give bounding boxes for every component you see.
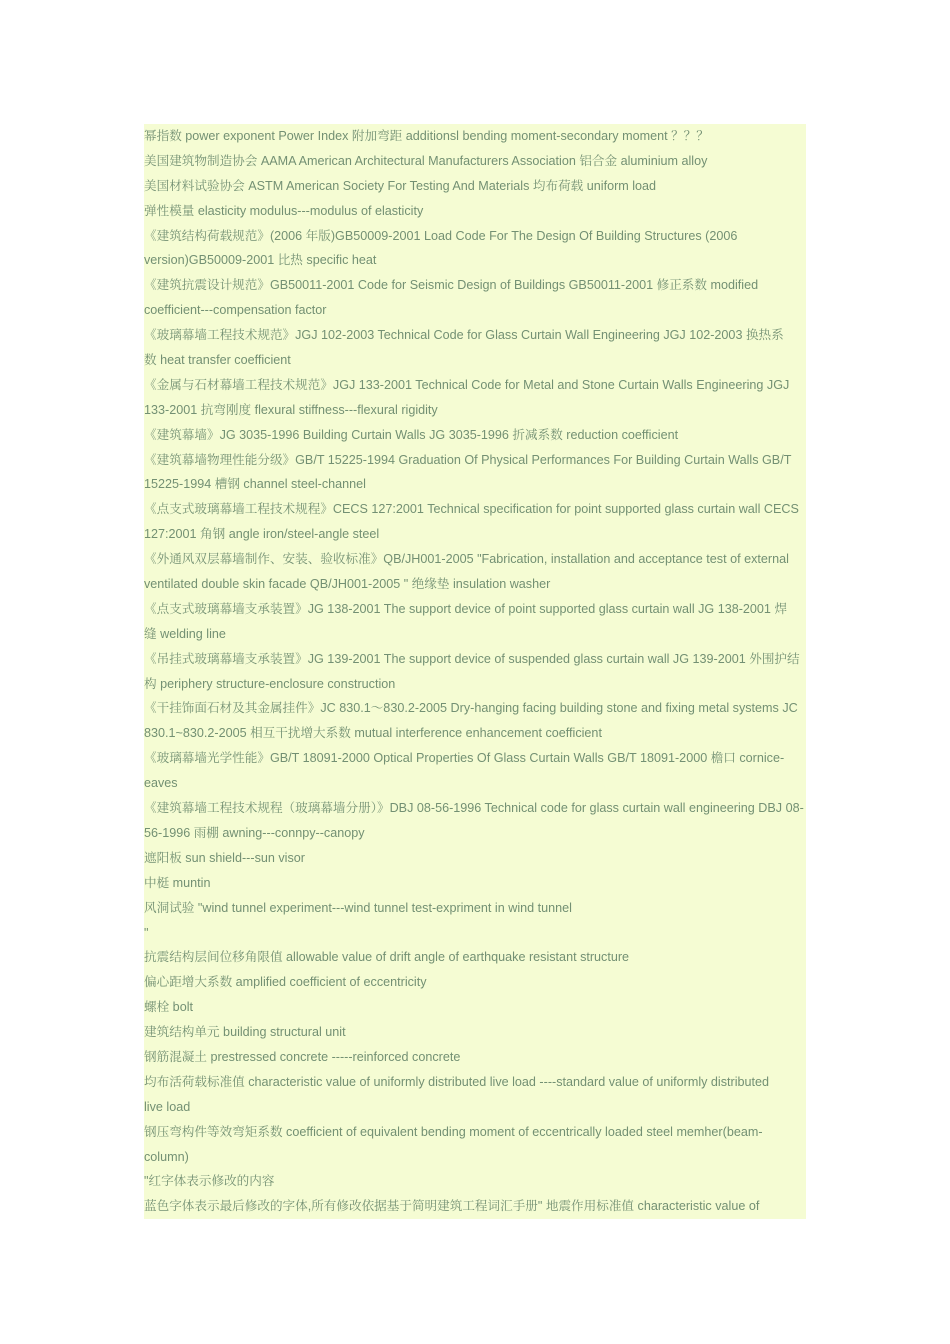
text-line: 缝 welding line <box>144 626 226 641</box>
text-line: 《干挂饰面石材及其金属挂件》JC 830.1～830.2-2005 Dry-hanging facing building stone and fixing metal systems JC <box>144 701 798 716</box>
text-line: 《建筑抗震设计规范》GB50011-2001 Code for Seismic Design of Buildings GB50011-2001 修正系数 modified <box>144 278 759 293</box>
text-line: 15225-1994 槽钢 channel steel-channel <box>144 477 366 492</box>
text-line: 56-1996 雨棚 awning---connpy--canopy <box>144 825 365 840</box>
text-line: version)GB50009-2001 比热 specific heat <box>144 253 377 268</box>
text-line: 《玻璃幕墙光学性能》GB/T 18091-2000 Optical Properties Of Glass Curtain Walls GB/T 18091-2000 檐口 cornice- <box>144 751 785 766</box>
text-line: coefficient---compensation factor <box>144 303 327 318</box>
text-line: 830.1~830.2-2005 相互干扰增大系数 mutual interference enhancement coefficient <box>144 726 602 741</box>
text-line: 《点支式玻璃幕墙工程技术规程》CECS 127:2001 Technical specification for point supported glass curtain wall CECS <box>144 502 799 517</box>
text-line: 钢压弯构件等效弯矩系数 coefficient of equivalent bending moment of eccentrically loaded steel memher(beam- <box>144 1124 763 1139</box>
text-line: ventilated double skin facade QB/JH001-2005 " 绝缘垫 insulation washer <box>144 577 551 592</box>
text-line: eaves <box>144 776 178 791</box>
text-line: "红字体表示修改的内容 <box>144 1174 275 1189</box>
text-line: 《建筑幕墙物理性能分级》GB/T 15225-1994 Graduation Of Physical Performances For Building Curtain Walls GB/T <box>144 452 792 467</box>
text-line: 美国建筑物制造协会 AAMA American Architectural Manufacturers Association 铝合金 aluminium alloy <box>144 153 708 168</box>
text-line: column) <box>144 1149 189 1164</box>
text-line: 遮阳板 sun shield---sun visor <box>144 850 305 865</box>
text-line: 抗震结构层间位移角限值 allowable value of drift angle of earthquake resistant structure <box>144 950 630 965</box>
text-line: 螺栓 bolt <box>144 1000 193 1015</box>
text-line: 《建筑结构荷载规范》(2006 年版)GB50009-2001 Load Code For The Design Of Building Structures (2006 <box>144 228 738 243</box>
text-line: live load <box>144 1099 191 1114</box>
text-line: 《吊挂式玻璃幕墙支承装置》JG 139-2001 The support device of suspended glass curtain wall JG 139-2001 外围护结 <box>144 651 800 666</box>
text-line: 美国材料试验协会 ASTM American Society For Testing And Materials 均布荷载 uniform load <box>144 178 657 193</box>
text-line: 《玻璃幕墙工程技术规范》JGJ 102-2003 Technical Code for Glass Curtain Wall Engineering JGJ 102-2003 换热系 <box>144 328 784 343</box>
text-line: 构 periphery structure-enclosure construction <box>144 676 396 691</box>
text-line: 均布活荷载标准值 characteristic value of uniformly distributed live load ----standard value of uniformly distributed <box>144 1074 770 1089</box>
text-line: 《金属与石材幕墙工程技术规范》JGJ 133-2001 Technical Code for Metal and Stone Curtain Walls Engineering JGJ <box>144 377 790 392</box>
text-line: " <box>144 925 149 940</box>
text-line: 蓝色字体表示最后修改的字体,所有修改依据基于简明建筑工程词汇手册" 地震作用标准值 characteristic value of <box>144 1199 760 1214</box>
text-line: 127:2001 角钢 angle iron/steel-angle steel <box>144 527 380 542</box>
text-line: 幂指数 power exponent Power Index 附加弯距 additionsl bending moment-secondary moment ？？？ <box>144 129 709 143</box>
text-line: 133-2001 抗弯刚度 flexural stiffness---flexural rigidity <box>144 402 438 417</box>
glossary-text-block <box>144 124 806 1219</box>
text-line: 建筑结构单元 building structural unit <box>144 1025 346 1040</box>
text-line: 《点支式玻璃幕墙支承装置》JG 138-2001 The support device of point supported glass curtain wall JG 138-2001 焊 <box>144 601 788 616</box>
text-line: 弹性模量 elasticity modulus---modulus of elasticity <box>144 203 424 218</box>
text-line: 《建筑幕墙》JG 3035-1996 Building Curtain Walls JG 3035-1996 折减系数 reduction coefficient <box>144 427 679 442</box>
text-line: 数 heat transfer coefficient <box>144 353 291 368</box>
text-line: 中梃 muntin <box>144 875 211 890</box>
text-line: 《建筑幕墙工程技术规程（玻璃幕墙分册）》DBJ 08-56-1996 Technical code for glass curtain wall engineering DBJ 08- <box>144 801 804 816</box>
text-line: 偏心距增大系数 amplified coefficient of eccentricity <box>144 975 427 990</box>
text-line: 风洞试验 "wind tunnel experiment---wind tunnel test-expriment in wind tunnel <box>144 900 572 915</box>
text-line: 《外通风双层幕墙制作、安装、验收标准》QB/JH001-2005 "Fabrication, installation and acceptance test of external <box>144 552 789 567</box>
text-line: 钢筋混凝土 prestressed concrete -----reinforced concrete <box>144 1049 461 1064</box>
